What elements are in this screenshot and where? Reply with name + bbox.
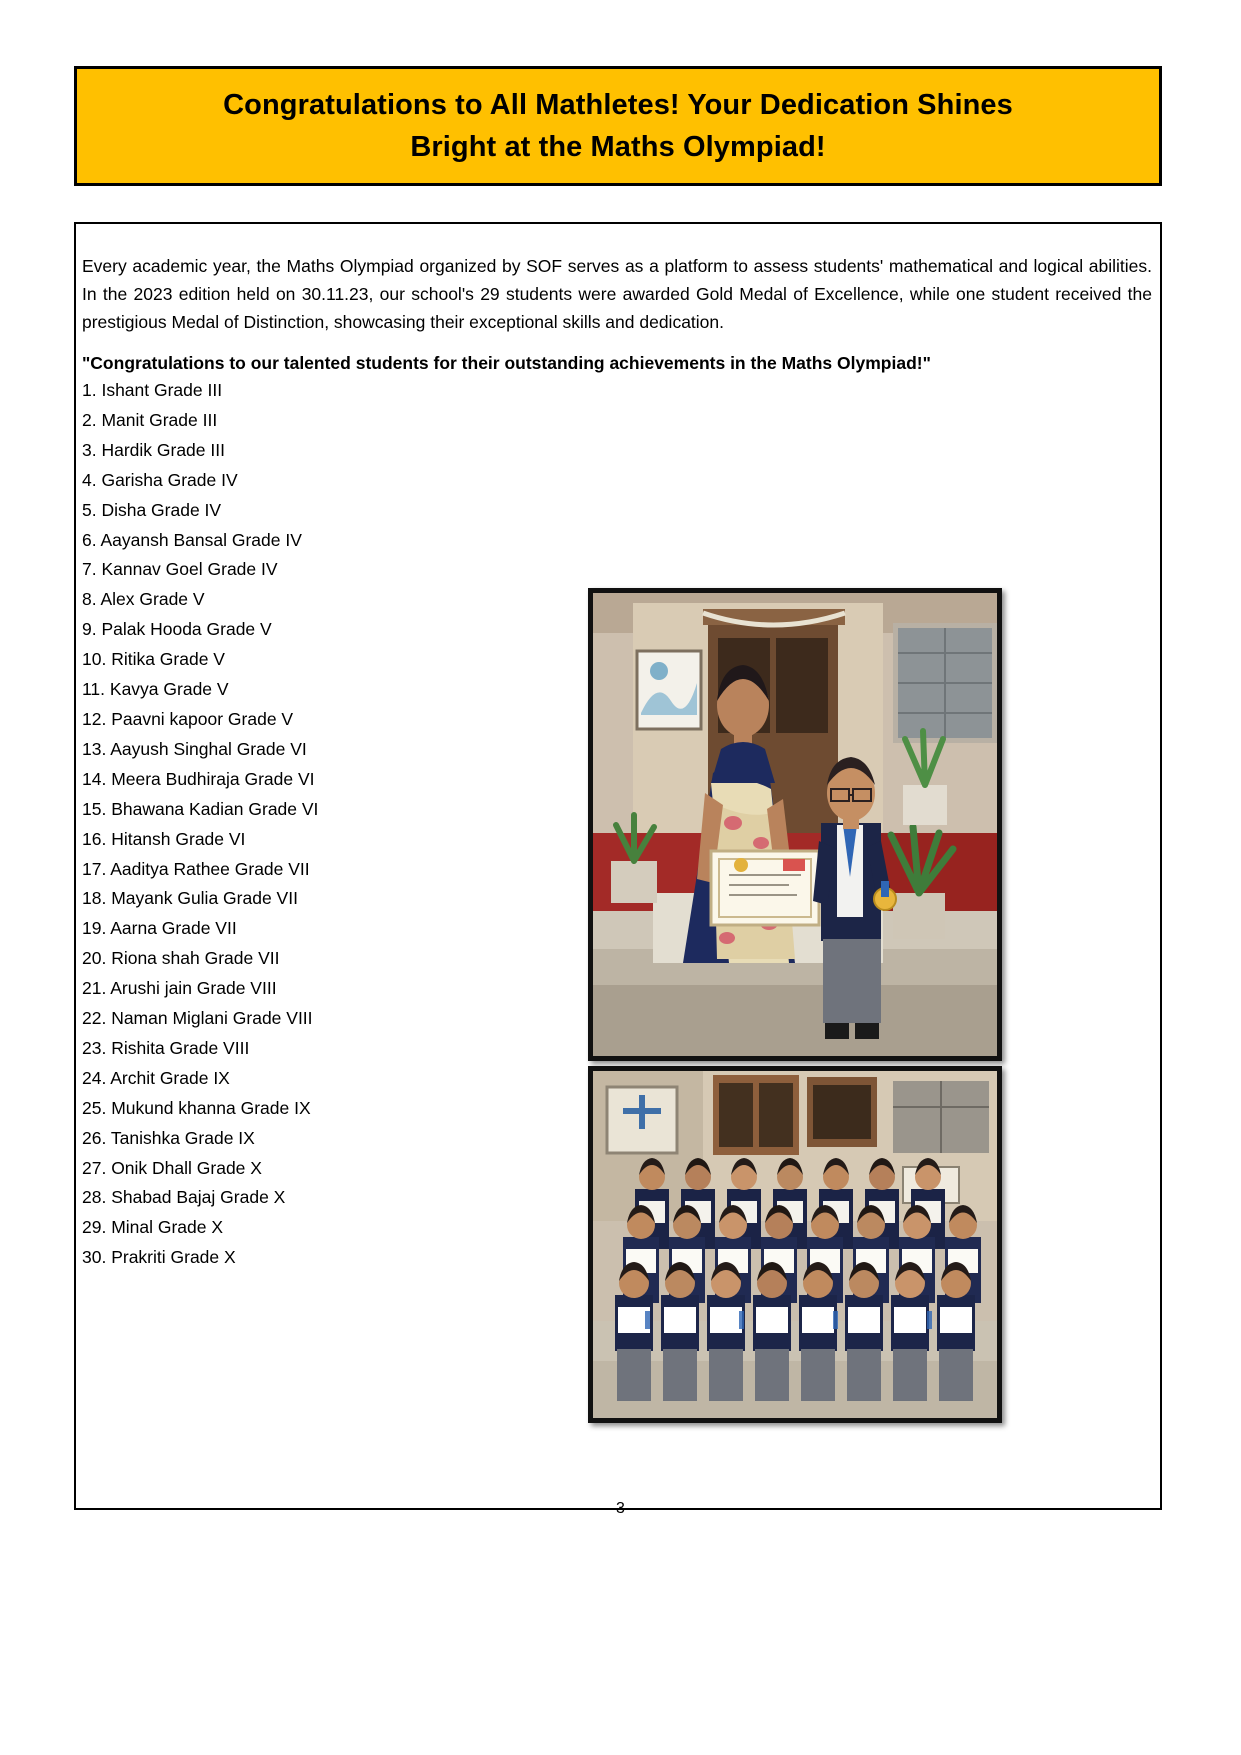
list-item: 30. Prakriti Grade X	[82, 1247, 236, 1268]
headline-banner	[74, 66, 1162, 186]
list-item: 12. Paavni kapoor Grade V	[82, 708, 294, 729]
list-item: 6. Aayansh Bansal Grade IV	[82, 529, 302, 550]
content-box	[74, 222, 1162, 1510]
list-item: 27. Onik Dhall Grade X	[82, 1157, 262, 1178]
list-item: 25. Mukund khanna Grade IX	[82, 1097, 311, 1118]
award-ceremony-photo	[588, 588, 1002, 1061]
list-item: 23. Rishita Grade VIII	[82, 1037, 250, 1058]
group-photo-illustration	[593, 1071, 997, 1418]
page-number: 3	[616, 1500, 625, 1517]
list-item: 24. Archit Grade IX	[82, 1067, 230, 1088]
list-item: 21. Arushi jain Grade VIII	[82, 978, 277, 999]
student-list	[82, 376, 512, 1273]
group-photo	[588, 1066, 1002, 1423]
list-item: 17. Aaditya Rathee Grade VII	[82, 858, 310, 879]
list-item: 3. Hardik Grade III	[82, 439, 225, 460]
intro-paragraph: Every academic year, the Maths Olympiad organized by SOF serves as a platform to assess students' mathematical and logical abilities. In the 2023 edition held on 30.11.23, our school's 29 students were awarded Gold Medal of Excellence, while one student received the prestigious Medal of Distinction, showcasing their exceptional skills and dedication.	[82, 255, 1152, 333]
list-item: 5. Disha Grade IV	[82, 499, 222, 520]
list-item: 9. Palak Hooda Grade V	[82, 619, 272, 640]
list-item: 4. Garisha Grade IV	[82, 469, 238, 490]
congratulations-quote: "Congratulations to our talented students for their outstanding achievements in the Maths Olympiad!"	[82, 352, 931, 373]
list-item: 29. Minal Grade X	[82, 1217, 224, 1238]
list-item: 28. Shabad Bajaj Grade X	[82, 1187, 286, 1208]
list-item: 14. Meera Budhiraja Grade VI	[82, 768, 315, 789]
award-ceremony-illustration	[593, 593, 997, 1056]
list-item: 13. Aayush Singhal Grade VI	[82, 738, 307, 759]
list-item: 7. Kannav Goel Grade IV	[82, 559, 278, 580]
list-item: 19. Aarna Grade VII	[82, 918, 237, 939]
list-item: 18. Mayank Gulia Grade VII	[82, 888, 298, 909]
list-item: 11. Kavya Grade V	[82, 679, 229, 700]
list-item: 16. Hitansh Grade VI	[82, 828, 246, 849]
list-item: 15. Bhawana Kadian Grade VI	[82, 798, 319, 819]
list-item: 10. Ritika Grade V	[82, 649, 225, 670]
list-item: 26. Tanishka Grade IX	[82, 1127, 255, 1148]
list-item: 1. Ishant Grade III	[82, 380, 223, 400]
list-item: 22. Naman Miglani Grade VIII	[82, 1008, 313, 1029]
list-item: 2. Manit Grade III	[82, 409, 218, 430]
headline-line-2: Bright at the Maths Olympiad!	[410, 131, 826, 163]
list-item: 20. Riona shah Grade VII	[82, 948, 280, 969]
headline-line-1: Congratulations to All Mathletes! Your Dedication Shines	[223, 88, 1013, 121]
list-item: 8. Alex Grade V	[82, 589, 205, 610]
